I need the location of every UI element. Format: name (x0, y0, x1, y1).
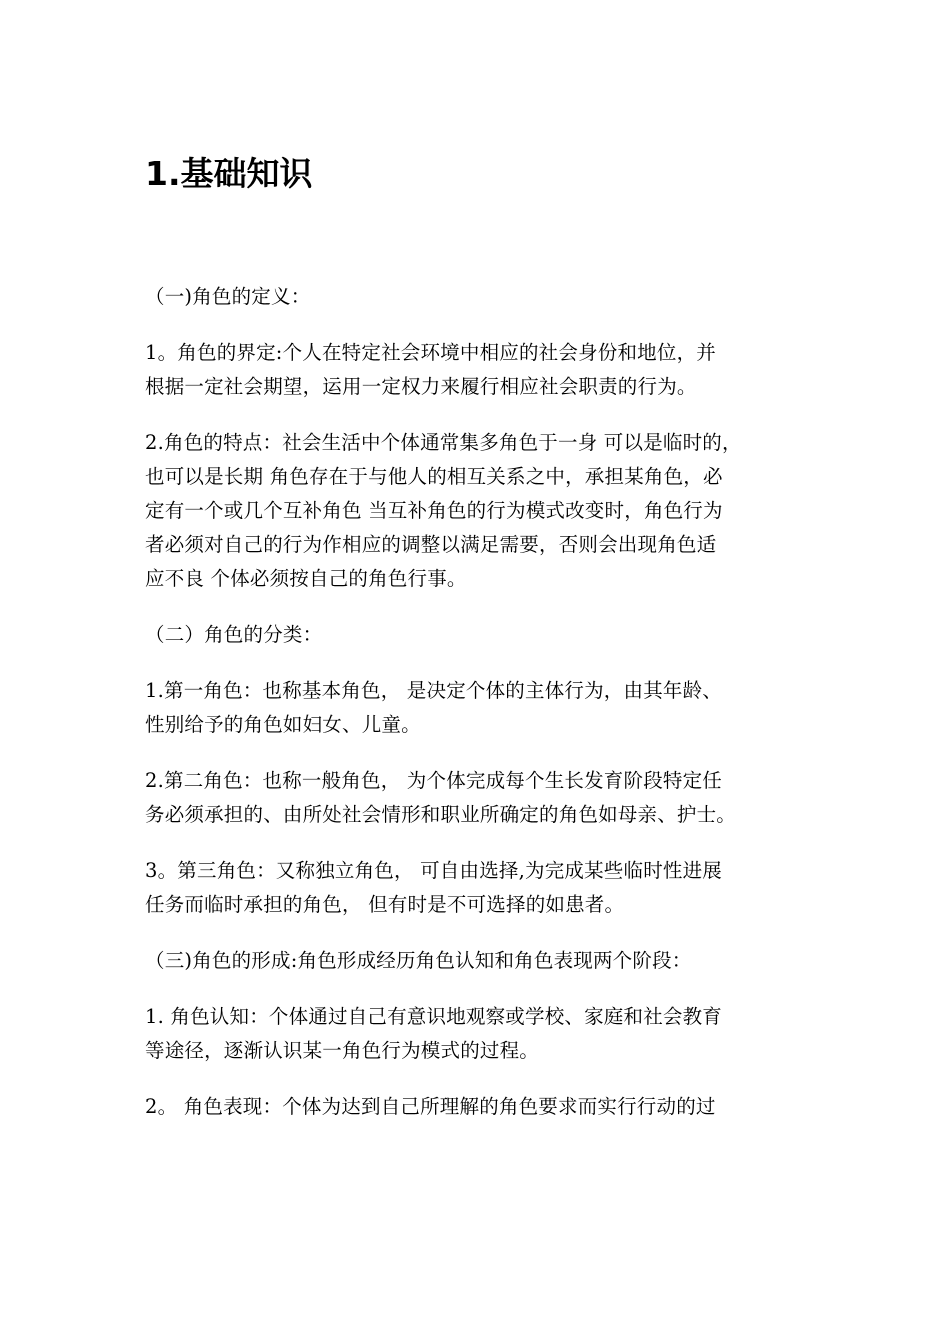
text-line: 3。第三角色：又称独立角色， 可自由选择,为完成某些临时性进展 (145, 859, 723, 882)
text-line: 也可以是长期 角色存在于与他人的相互关系之中，承担某角色，必 (145, 465, 723, 488)
text-line: 1。角色的界定:个人在特定社会环境中相应的社会身份和地位，并 (145, 341, 716, 364)
text-line: 务必须承担的、由所处社会情形和职业所确定的角色如母亲、护士。 (145, 803, 737, 826)
text-line: 1.第一角色：也称基本角色， 是决定个体的主体行为，由其年龄、 (145, 679, 723, 702)
text-line: 应不良 个体必须按自己的角色行事。 (145, 567, 467, 590)
text-line: （一)角色的定义： (145, 285, 311, 308)
paragraph (145, 426, 825, 596)
text-line: 性别给予的角色如妇女、儿童。 (145, 713, 421, 736)
text-line: 2.角色的特点：社会生活中个体通常集多角色于一身 可以是临时的， (145, 431, 742, 454)
text-line: 2。 角色表现：个体为达到自己所理解的角色要求而实行行动的过 (145, 1095, 716, 1118)
text-line: 定有一个或几个互补角色 当互补角色的行为模式改变时，角色行为 (145, 499, 723, 522)
paragraph (145, 280, 825, 314)
paragraph (145, 618, 825, 652)
paragraph (145, 944, 825, 978)
document-body (145, 280, 825, 1146)
text-line: 等途径，逐渐认识某一角色行为模式的过程。 (145, 1039, 540, 1062)
text-line: 2.第二角色：也称一般角色， 为个体完成每个生长发育阶段特定任 (145, 769, 723, 792)
text-line: （三)角色的形成:角色形成经历角色认知和角色表现两个阶段： (145, 949, 692, 972)
text-line: 1. 角色认知：个体通过自己有意识地观察或学校、家庭和社会教育 (145, 1005, 723, 1028)
text-line: 任务而临时承担的角色， 但有时是不可选择的如患者。 (145, 893, 625, 916)
paragraph (145, 674, 825, 742)
paragraph (145, 1000, 825, 1068)
text-line: 根据一定社会期望，运用一定权力来履行相应社会职责的行为。 (145, 375, 697, 398)
paragraph (145, 854, 825, 922)
paragraph (145, 764, 825, 832)
paragraph (145, 336, 825, 404)
paragraph (145, 1090, 825, 1124)
text-line: 者必须对自己的行为作相应的调整以满足需要，否则会出现角色适 (145, 533, 717, 556)
text-line: （二）角色的分类： (145, 623, 323, 646)
section-heading: 1.基础知识 (145, 154, 313, 193)
